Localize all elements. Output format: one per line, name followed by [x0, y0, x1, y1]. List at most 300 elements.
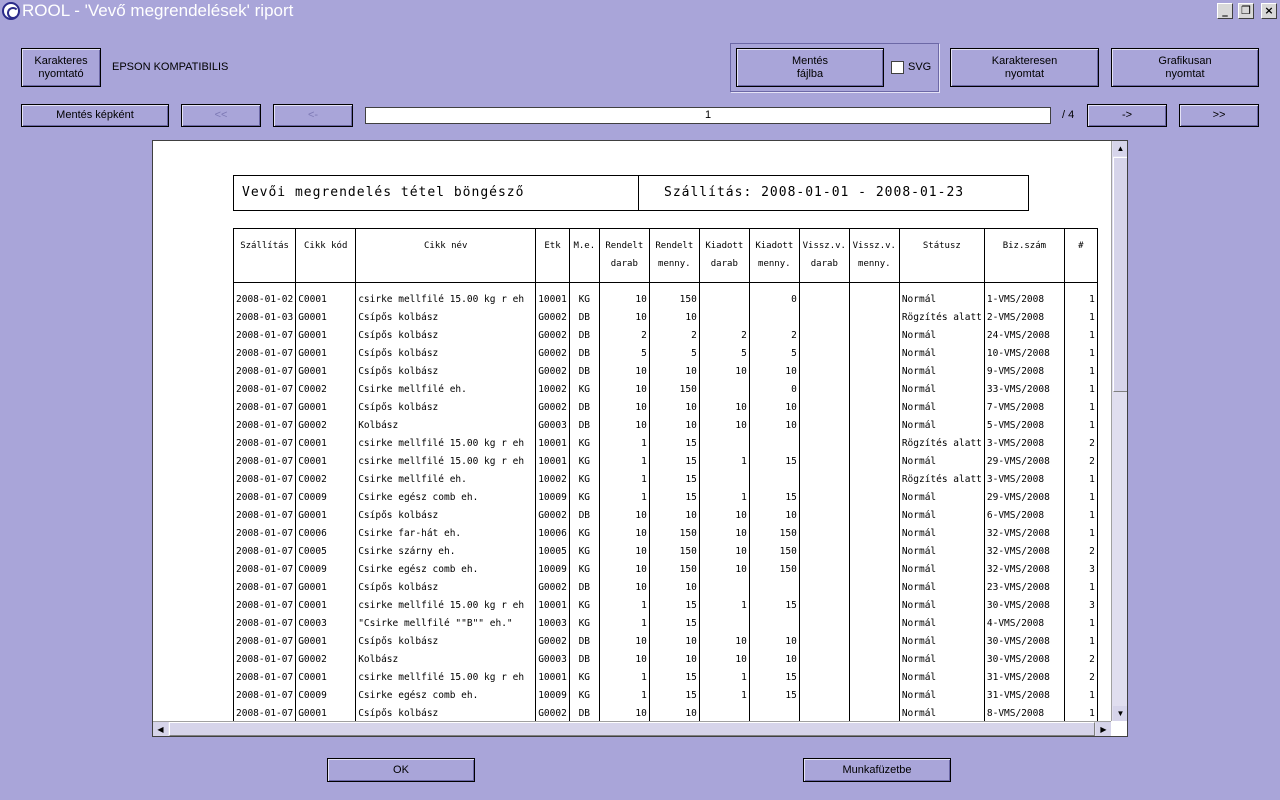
table-cell: Kolbász	[356, 417, 536, 435]
table-cell: 10	[649, 651, 699, 669]
table-row	[234, 399, 1098, 417]
table-cell	[849, 615, 899, 633]
table-cell: 0	[749, 381, 799, 399]
table-cell: Normál	[899, 489, 984, 507]
table-cell: csirke mellfilé 15.00 kg r eh	[356, 453, 536, 471]
table-cell: KG	[569, 489, 599, 507]
table-cell: 1	[1064, 381, 1097, 399]
table-cell: 7-VMS/2008	[984, 399, 1064, 417]
table-row	[234, 651, 1098, 669]
column-header: Rendelt menny.	[649, 229, 699, 283]
table-cell: Normál	[899, 651, 984, 669]
table-cell: 1	[1064, 687, 1097, 705]
table-row	[234, 291, 1098, 309]
table-cell: 2008-01-07	[234, 381, 296, 399]
horizontal-scroll-thumb[interactable]	[169, 722, 1095, 736]
table-cell: 1	[1064, 363, 1097, 381]
table-cell: DB	[569, 363, 599, 381]
app-logo-icon	[2, 2, 20, 20]
table-cell: DB	[569, 651, 599, 669]
table-cell	[849, 345, 899, 363]
table-cell: 1	[699, 669, 749, 687]
table-cell: 10	[649, 705, 699, 723]
table-cell: 2008-01-07	[234, 399, 296, 417]
table-cell: G0001	[296, 633, 356, 651]
table-cell: 10	[699, 651, 749, 669]
table-row	[234, 327, 1098, 345]
table-cell: KG	[569, 381, 599, 399]
next-page-button[interactable]: ->	[1087, 104, 1167, 127]
table-cell: 2008-01-07	[234, 525, 296, 543]
table-cell: 31-VMS/2008	[984, 687, 1064, 705]
table-cell: 2008-01-07	[234, 435, 296, 453]
table-cell: G0002	[536, 507, 570, 525]
table-cell: 10	[649, 579, 699, 597]
table-cell: 10	[649, 309, 699, 327]
table-cell: 32-VMS/2008	[984, 543, 1064, 561]
save-to-file-button[interactable]: Mentés fájlba	[736, 48, 884, 87]
table-cell: C0006	[296, 525, 356, 543]
table-cell: 150	[649, 543, 699, 561]
table-cell: Csirke egész comb eh.	[356, 561, 536, 579]
table-cell: Kolbász	[356, 651, 536, 669]
table-cell	[799, 561, 849, 579]
graphic-print-button[interactable]: Grafikusan nyomtat	[1111, 48, 1259, 87]
table-row	[234, 705, 1098, 723]
table-cell: 10	[599, 507, 649, 525]
table-cell: KG	[569, 597, 599, 615]
table-cell: 3-VMS/2008	[984, 435, 1064, 453]
character-printer-button[interactable]: Karakteres nyomtató	[21, 48, 101, 87]
table-cell	[799, 669, 849, 687]
table-cell: KG	[569, 291, 599, 309]
table-cell: 1	[1064, 615, 1097, 633]
table-row	[234, 561, 1098, 579]
table-cell: C0001	[296, 453, 356, 471]
table-cell: 2	[749, 327, 799, 345]
table-cell: KG	[569, 561, 599, 579]
table-cell: 10	[699, 543, 749, 561]
table-cell: KG	[569, 471, 599, 489]
table-cell: csirke mellfilé 15.00 kg r eh	[356, 669, 536, 687]
table-cell: 1	[1064, 309, 1097, 327]
table-cell: 1	[1064, 291, 1097, 309]
table-cell: KG	[569, 615, 599, 633]
table-cell: Rögzítés alatt	[899, 471, 984, 489]
table-cell: 1	[599, 435, 649, 453]
table-cell: 10	[599, 291, 649, 309]
table-cell	[799, 633, 849, 651]
table-cell	[849, 579, 899, 597]
title-bar	[0, 0, 1280, 22]
table-cell: C0001	[296, 291, 356, 309]
table-cell: 10-VMS/2008	[984, 345, 1064, 363]
table-cell: Csirke egész comb eh.	[356, 687, 536, 705]
table-cell: 2008-01-07	[234, 453, 296, 471]
table-cell	[849, 435, 899, 453]
table-cell: 2008-01-07	[234, 615, 296, 633]
table-cell: 150	[749, 561, 799, 579]
table-cell: 150	[649, 561, 699, 579]
table-cell: Csirke egész comb eh.	[356, 489, 536, 507]
table-cell: 15	[649, 435, 699, 453]
table-cell: 10	[649, 399, 699, 417]
table-cell	[799, 435, 849, 453]
table-cell: Normál	[899, 381, 984, 399]
table-row	[234, 435, 1098, 453]
table-cell	[799, 507, 849, 525]
table-cell: G0002	[536, 705, 570, 723]
table-cell: 1	[699, 597, 749, 615]
table-cell	[849, 669, 899, 687]
vertical-scroll-thumb[interactable]	[1113, 157, 1128, 392]
table-cell: 5	[649, 345, 699, 363]
minimize-button[interactable]: _	[1217, 3, 1233, 19]
table-cell: G0002	[296, 417, 356, 435]
svg-checkbox-label: SVG	[908, 61, 932, 73]
table-cell: 2008-01-07	[234, 345, 296, 363]
table-cell	[849, 561, 899, 579]
table-cell: 15	[649, 687, 699, 705]
table-cell	[849, 363, 899, 381]
report-preview[interactable]	[152, 140, 1128, 737]
table-cell: 8-VMS/2008	[984, 705, 1064, 723]
table-cell: DB	[569, 345, 599, 363]
table-cell: 10001	[536, 453, 570, 471]
page-total-label: / 4	[1062, 109, 1075, 121]
table-cell	[749, 579, 799, 597]
ok-button[interactable]: OK	[327, 758, 475, 782]
scroll-left-arrow-icon[interactable]: ◀	[153, 722, 168, 737]
table-cell: G0002	[536, 327, 570, 345]
table-cell: 2008-01-07	[234, 489, 296, 507]
table-cell	[799, 291, 849, 309]
table-cell	[849, 399, 899, 417]
save-as-image-button[interactable]: Mentés képként	[21, 104, 169, 127]
table-row	[234, 525, 1098, 543]
table-cell: 2008-01-07	[234, 651, 296, 669]
table-cell: 2008-01-07	[234, 687, 296, 705]
table-cell: C0002	[296, 471, 356, 489]
table-cell	[799, 345, 849, 363]
table-cell: 10	[599, 633, 649, 651]
column-header: #	[1064, 229, 1097, 283]
table-cell: Normál	[899, 579, 984, 597]
table-cell: 150	[649, 291, 699, 309]
table-cell: DB	[569, 507, 599, 525]
table-cell: 1	[599, 615, 649, 633]
table-cell: G0001	[296, 399, 356, 417]
table-cell: 10	[699, 633, 749, 651]
table-cell	[699, 309, 749, 327]
column-header: M.e.	[569, 229, 599, 283]
table-cell	[849, 597, 899, 615]
table-cell: 15	[649, 597, 699, 615]
table-cell: 10001	[536, 291, 570, 309]
table-cell: Normál	[899, 291, 984, 309]
table-row	[234, 381, 1098, 399]
table-cell: C0001	[296, 435, 356, 453]
table-cell: 2	[599, 327, 649, 345]
table-cell: Normál	[899, 597, 984, 615]
table-cell	[799, 399, 849, 417]
table-cell: 2008-01-07	[234, 705, 296, 723]
table-cell	[849, 687, 899, 705]
table-cell: 10001	[536, 435, 570, 453]
table-cell: 9-VMS/2008	[984, 363, 1064, 381]
table-cell: DB	[569, 579, 599, 597]
table-cell: C0003	[296, 615, 356, 633]
table-cell: C0005	[296, 543, 356, 561]
table-cell: 10	[699, 525, 749, 543]
table-cell: G0002	[536, 579, 570, 597]
table-cell: 1-VMS/2008	[984, 291, 1064, 309]
report-title-left: Vevői megrendelés tétel böngésző	[233, 175, 639, 211]
table-cell	[849, 381, 899, 399]
table-cell	[699, 615, 749, 633]
table-cell	[799, 309, 849, 327]
table-cell: KG	[569, 525, 599, 543]
table-cell: 2008-01-07	[234, 561, 296, 579]
table-cell	[699, 471, 749, 489]
table-cell: 2008-01-07	[234, 597, 296, 615]
column-header: Szállítás	[234, 229, 296, 283]
table-cell	[799, 381, 849, 399]
table-cell	[749, 435, 799, 453]
table-cell	[799, 453, 849, 471]
table-row	[234, 345, 1098, 363]
table-cell: Normál	[899, 417, 984, 435]
table-cell: 15	[749, 687, 799, 705]
workbook-button[interactable]: Munkafüzetbe	[803, 758, 951, 782]
table-cell: Csípős kolbász	[356, 579, 536, 597]
table-cell: 10	[599, 543, 649, 561]
table-row	[234, 597, 1098, 615]
table-cell: Normál	[899, 633, 984, 651]
table-cell: 10006	[536, 525, 570, 543]
table-cell: DB	[569, 327, 599, 345]
table-cell: G0002	[536, 345, 570, 363]
close-button[interactable]: ×	[1261, 3, 1277, 19]
table-cell: 1	[1064, 489, 1097, 507]
table-cell: KG	[569, 687, 599, 705]
table-cell: C0009	[296, 489, 356, 507]
table-cell: 10002	[536, 471, 570, 489]
table-cell: 150	[649, 381, 699, 399]
table-cell: 150	[749, 543, 799, 561]
table-cell: 3	[1064, 597, 1097, 615]
table-cell: 2-VMS/2008	[984, 309, 1064, 327]
table-cell	[799, 597, 849, 615]
table-cell	[849, 489, 899, 507]
table-cell: 1	[1064, 633, 1097, 651]
table-cell: 1	[599, 453, 649, 471]
table-cell: 2	[1064, 651, 1097, 669]
column-header: Kiadott darab	[699, 229, 749, 283]
table-cell: 1	[599, 687, 649, 705]
table-cell: C0001	[296, 597, 356, 615]
table-cell	[799, 687, 849, 705]
table-cell: Normál	[899, 615, 984, 633]
table-cell	[799, 489, 849, 507]
column-header: Cikk név	[356, 229, 536, 283]
table-cell: 2008-01-07	[234, 363, 296, 381]
table-cell: G0001	[296, 579, 356, 597]
table-cell: 31-VMS/2008	[984, 669, 1064, 687]
table-cell	[849, 417, 899, 435]
table-cell	[849, 507, 899, 525]
previous-page-button[interactable]: <-	[273, 104, 353, 127]
column-header: Kiadott menny.	[749, 229, 799, 283]
table-row	[234, 669, 1098, 687]
restore-button[interactable]: ❐	[1238, 3, 1254, 19]
table-cell	[799, 615, 849, 633]
page-number-input[interactable]: 1	[365, 107, 1051, 124]
table-cell: 24-VMS/2008	[984, 327, 1064, 345]
table-cell: 30-VMS/2008	[984, 651, 1064, 669]
table-cell: 10	[649, 633, 699, 651]
character-print-button[interactable]: Karakteresen nyomtat	[950, 48, 1099, 87]
table-cell: G0003	[536, 417, 570, 435]
table-cell: 2008-01-07	[234, 507, 296, 525]
horizontal-scrollbar[interactable]	[153, 721, 1111, 736]
table-cell: 150	[749, 525, 799, 543]
table-cell: 10	[699, 399, 749, 417]
table-cell: 29-VMS/2008	[984, 489, 1064, 507]
table-cell: 1	[1064, 579, 1097, 597]
table-cell: Normál	[899, 507, 984, 525]
table-cell	[749, 615, 799, 633]
table-cell: DB	[569, 309, 599, 327]
table-cell: 0	[749, 291, 799, 309]
scroll-right-arrow-icon[interactable]: ▶	[1096, 722, 1111, 737]
table-cell: Rögzítés alatt	[899, 309, 984, 327]
table-cell: Csípős kolbász	[356, 399, 536, 417]
scroll-up-arrow-icon[interactable]: ▲	[1113, 141, 1128, 156]
table-cell: 6-VMS/2008	[984, 507, 1064, 525]
table-cell: 1	[699, 453, 749, 471]
table-cell: 10001	[536, 597, 570, 615]
table-cell: 10	[749, 651, 799, 669]
table-cell: G0002	[536, 309, 570, 327]
table-cell: 5-VMS/2008	[984, 417, 1064, 435]
table-cell: 15	[749, 597, 799, 615]
table-cell: 10	[749, 507, 799, 525]
table-cell	[849, 525, 899, 543]
table-cell: 15	[749, 669, 799, 687]
table-cell: 1	[1064, 417, 1097, 435]
table-cell	[849, 633, 899, 651]
table-cell: 1	[1064, 399, 1097, 417]
table-cell	[799, 579, 849, 597]
first-page-button[interactable]: <<	[181, 104, 261, 127]
table-cell	[799, 327, 849, 345]
table-cell: Csirke mellfilé eh.	[356, 381, 536, 399]
table-cell: 15	[649, 669, 699, 687]
table-cell: 23-VMS/2008	[984, 579, 1064, 597]
table-cell	[849, 543, 899, 561]
table-cell: 2008-01-07	[234, 633, 296, 651]
table-cell: 2	[1064, 669, 1097, 687]
table-cell: Normál	[899, 345, 984, 363]
column-header: Rendelt darab	[599, 229, 649, 283]
table-cell: 1	[1064, 507, 1097, 525]
table-cell: 10	[599, 525, 649, 543]
last-page-button[interactable]: >>	[1179, 104, 1259, 127]
table-cell	[849, 291, 899, 309]
table-cell: csirke mellfilé 15.00 kg r eh	[356, 435, 536, 453]
table-cell	[849, 327, 899, 345]
vertical-scrollbar[interactable]	[1111, 141, 1128, 721]
table-cell	[749, 705, 799, 723]
table-cell	[849, 471, 899, 489]
table-cell: 2	[1064, 453, 1097, 471]
table-cell: 1	[1064, 525, 1097, 543]
table-cell: 2008-01-03	[234, 309, 296, 327]
table-cell: KG	[569, 453, 599, 471]
table-cell: Rögzítés alatt	[899, 435, 984, 453]
table-cell: 2008-01-07	[234, 543, 296, 561]
table-cell: Csípős kolbász	[356, 507, 536, 525]
table-cell	[799, 543, 849, 561]
table-row	[234, 489, 1098, 507]
table-cell: C0009	[296, 561, 356, 579]
table-cell: 10	[699, 363, 749, 381]
table-cell: 1	[599, 669, 649, 687]
svg-checkbox[interactable]	[891, 61, 904, 74]
table-row	[234, 417, 1098, 435]
table-cell: 2008-01-07	[234, 471, 296, 489]
table-cell: 10009	[536, 561, 570, 579]
column-header: Etk	[536, 229, 570, 283]
table-cell: 15	[749, 489, 799, 507]
scroll-down-arrow-icon[interactable]: ▼	[1113, 706, 1128, 721]
table-cell: csirke mellfilé 15.00 kg r eh	[356, 597, 536, 615]
table-cell: KG	[569, 435, 599, 453]
table-cell: DB	[569, 399, 599, 417]
table-cell: Csirke szárny eh.	[356, 543, 536, 561]
table-cell	[749, 309, 799, 327]
table-cell	[699, 435, 749, 453]
table-cell: 10	[599, 381, 649, 399]
table-cell: Normál	[899, 399, 984, 417]
table-cell: 2008-01-07	[234, 669, 296, 687]
table-cell: 1	[1064, 471, 1097, 489]
table-row	[234, 615, 1098, 633]
table-cell: G0001	[296, 327, 356, 345]
table-cell: Normál	[899, 543, 984, 561]
table-cell: Normál	[899, 561, 984, 579]
table-cell: 10	[599, 561, 649, 579]
table-cell	[849, 705, 899, 723]
table-cell: 10001	[536, 669, 570, 687]
table-cell: 2008-01-07	[234, 327, 296, 345]
table-cell: 5	[599, 345, 649, 363]
column-header: Vissz.v. darab	[799, 229, 849, 283]
table-cell: G0002	[536, 399, 570, 417]
table-row	[234, 579, 1098, 597]
table-cell: 10002	[536, 381, 570, 399]
table-cell: Csípős kolbász	[356, 633, 536, 651]
table-cell: 5	[749, 345, 799, 363]
table-cell: 10	[649, 507, 699, 525]
table-cell	[849, 651, 899, 669]
table-cell	[699, 381, 749, 399]
table-cell: 15	[649, 471, 699, 489]
table-cell: 1	[1064, 705, 1097, 723]
table-cell: 2	[699, 327, 749, 345]
table-cell: Csípős kolbász	[356, 705, 536, 723]
